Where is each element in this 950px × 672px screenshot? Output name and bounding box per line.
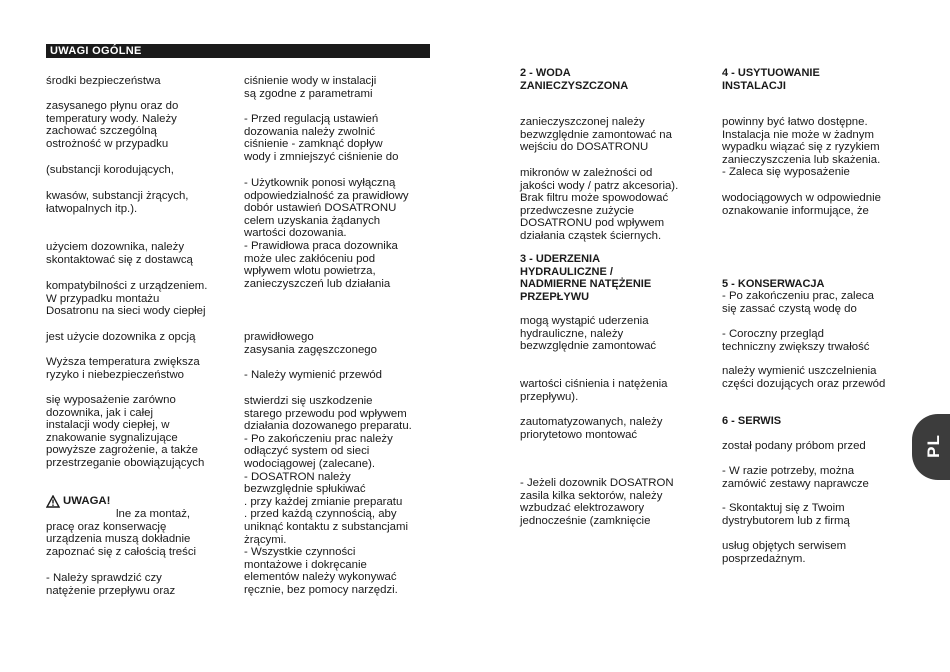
col1-para-5: użyciem dozownika, należy skontaktować się z dostawcą (46, 241, 193, 266)
col3-para-1: zanieczyszczonej należy bezwzględnie zamontować na wejściu do DOSATRONU (520, 116, 672, 154)
col3-para-3: mogą wystąpić uderzenia hydrauliczne, należy bezwzględnie zamontować (520, 315, 657, 353)
col2-para-3: - Użytkownik ponosi wyłączną odpowiedzialność za prawidłowy dobór ustawień DOSATRONU celem uzyskania żądanych wartości dozowania. - Prawidłowa praca dozownika może ulec zakłóceniu pod wpływem wlotu powietrza, zanieczyszczeń lub działania (244, 177, 409, 290)
language-tab (912, 414, 950, 480)
col4-para-8: - Skontaktuj się z Twoim dystrybutorem lub z firmą (722, 502, 850, 527)
col2-para-1: ciśnienie wody w instalacji są zgodne z parametrami (244, 75, 377, 100)
col1-para-2: zasysanego płynu oraz do temperatury wody. Należy zachować szczególną ostrożność w przypadku (46, 100, 179, 150)
col1-para-1: środki bezpieczeństwa (46, 75, 161, 87)
col1-para-9: się wyposażenie zarówno dozownika, jak i całej instalacji wody ciepłej, w znakowanie sygnalizujące powyższe zagrożenie, a także przestrzeganie obowiązujących (46, 394, 205, 469)
col4-para-4: - Coroczny przegląd techniczny zwiększy trwałość (722, 328, 870, 353)
section-6-heading: 6 - SERWIS (722, 415, 782, 427)
col1-para-8: Wyższa temperatura zwiększa ryzyko i niebezpieczeństwo (46, 356, 200, 381)
col2-para-2: - Przed regulacją ustawień dozowania należy zwolnić ciśnienie - zamknąć dopływ wody i zmniejszyć ciśnienie do (244, 113, 399, 163)
col1-para-10: - Należy sprawdzić czy natężenie przepływu oraz (46, 572, 176, 597)
col3-para-6: - Jeżeli dozownik DOSATRON zasila kilka sektorów, należy wzbudzać elektrozawory jednocześnie (zamknięcie (520, 477, 674, 527)
col1-para-3: (substancji korodujących, (46, 164, 174, 176)
col4-para-1: powinny być łatwo dostępne. Instalacja nie może w żadnym wypadku wiązać się z ryzykiem zanieczyszczenia lub skażenia. - Zaleca się wyposażenie (722, 116, 881, 179)
section-4-heading: 4 - USYTUOWANIE INSTALACJI (722, 67, 820, 92)
col4-para-9: usług objętych serwisem posprzedażnym. (722, 540, 847, 565)
section-title-bar: UWAGI OGÓLNE (46, 44, 430, 58)
col2-para-4: prawidłowego zasysania zagęszczonego (244, 331, 377, 356)
col4-para-6: został podany próbom przed (722, 440, 866, 452)
col2-para-6: stwierdzi się uszkodzenie starego przewodu pod wpływem działania dozowanego preparatu. - Po zakończeniu prac należy odłączyć system od sieci wodociągowej (zalecane). - DOSATRON należy bezwzględnie spłukiwać . przy każdej zmianie preparatu . przed każdą czynnością, aby uniknąć kontaktu z substancjami żrącymi. - Wszystkie czynności montażowe i dokręcanie elementów należy wykonywać ręcznie, bez pomocy narzędzi. (244, 395, 412, 596)
col1-para-4: kwasów, substancji żrących, łatwopalnych itp.). (46, 190, 189, 215)
col2-para-5: - Należy wymienić przewód (244, 369, 382, 381)
col3-para-5: zautomatyzowanych, należy priorytetowo montować (520, 416, 663, 441)
col4-para-2: wodociągowych w odpowiednie oznakowanie informujące, że (722, 192, 881, 217)
col4-para-3: - Po zakończeniu prac, zaleca się zassać czystą wodę do (722, 290, 874, 315)
col4-para-5: należy wymienić uszczelnienia części dozujących oraz przewód (722, 365, 886, 390)
language-tab-label: PL (924, 434, 943, 458)
warning-icon (46, 495, 60, 508)
section-2-heading: 2 - WODA ZANIECZYSZCZONA (520, 67, 629, 92)
warning-text: lne za montaż, pracę oraz konserwację urządzenia muszą dokładnie zapoznać się z całością treści (46, 508, 197, 558)
section-5-heading: 5 - KONSERWACJA (722, 278, 825, 290)
col3-para-2: mikronów w zależności od jakości wody / patrz akcesoria). Brak filtru może spowodować przedwczesne zużycie DOSATRONU pod wpływem działania cząstek ściernych. (520, 167, 679, 242)
section-3-heading: 3 - UDERZENIA HYDRAULICZNE / NADMIERNE NATĘŻENIE PRZEPŁYWU (520, 253, 652, 303)
col4-para-7: - W razie potrzeby, można zamówić zestawy naprawcze (722, 465, 869, 490)
col1-para-7: jest użycie dozownika z opcją (46, 331, 196, 343)
warning-title: UWAGA! (63, 495, 111, 507)
col3-para-4: wartości ciśnienia i natężenia przepływu). (520, 378, 668, 403)
col1-para-6: kompatybilności z urządzeniem. W przypadku montażu Dosatronu na sieci wody ciepłej (46, 280, 208, 318)
